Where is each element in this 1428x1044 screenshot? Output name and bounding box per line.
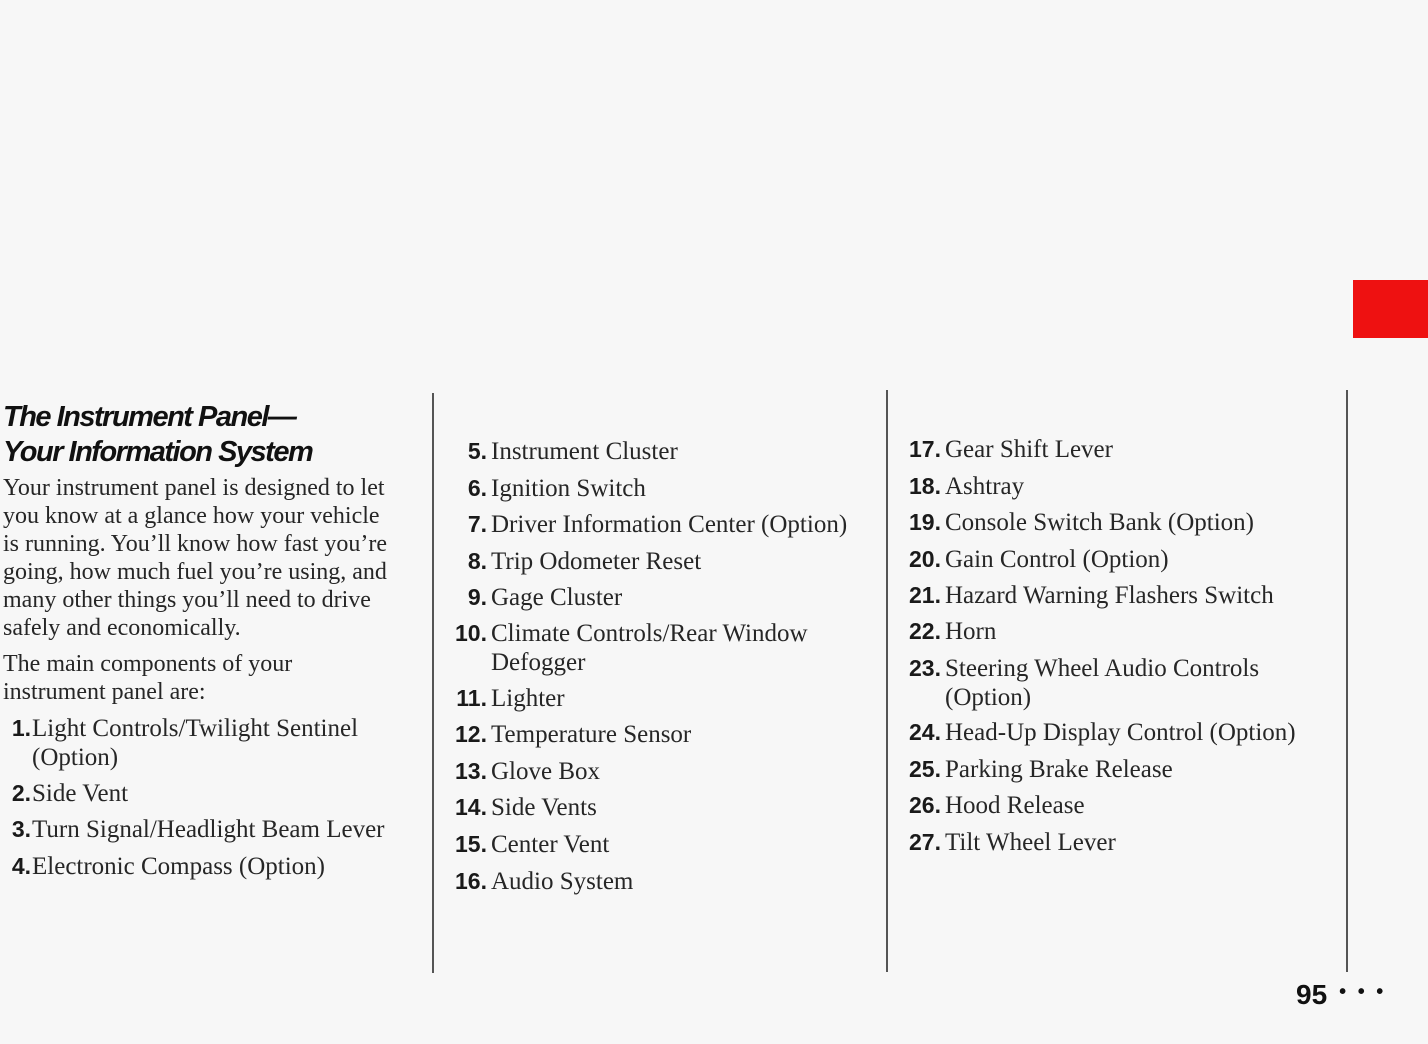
list-item-label (945, 828, 1116, 857)
list-item-number: 6. (467, 475, 487, 501)
list-item (901, 545, 1321, 574)
list-item (901, 435, 1321, 464)
lead-line: The main components of your (3, 651, 293, 677)
title-line-1: The Instrument Panel— (3, 401, 296, 433)
list-item-number: 16. (455, 868, 487, 894)
list-item-line: (Option) (945, 684, 1032, 711)
list-item-number: 5. (467, 438, 487, 464)
list-item-number: 17. (909, 436, 941, 462)
list-item-number: 20. (909, 546, 941, 572)
list-item (447, 474, 867, 503)
list-item-number: 14. (455, 794, 487, 820)
list-item-label (945, 791, 1085, 820)
list-item-line: Gain Control (Option) (945, 546, 1169, 573)
list-item-label (945, 581, 1274, 610)
list-item-line: Console Switch Bank (Option) (945, 509, 1255, 536)
list-item-number: 12. (455, 721, 487, 747)
intro-line: going, how much fuel you’re using, and (3, 559, 387, 585)
list-item-number: 24. (909, 719, 941, 745)
intro-line: safely and economically. (3, 615, 241, 641)
list-item-line: Instrument Cluster (491, 438, 678, 465)
list-item-number: 19. (909, 509, 941, 535)
list-item-number: 7. (467, 511, 487, 537)
title-line-2: Your Information System (3, 436, 313, 468)
list-item-number: 11. (456, 685, 487, 711)
section-title (3, 400, 423, 470)
list-item-label (491, 793, 597, 822)
list-item-label (945, 654, 1259, 712)
list-item-label (491, 619, 808, 677)
list-item (901, 617, 1321, 646)
list-item-line: Climate Controls/Rear Window (491, 620, 808, 647)
list-item-line: Ashtray (945, 473, 1025, 500)
page-number-value: 95 (1296, 979, 1328, 1010)
column-divider-2 (886, 390, 888, 972)
list-item-line: Horn (945, 618, 997, 645)
intro-line: Your instrument panel is designed to let (3, 475, 385, 501)
list-item (447, 547, 867, 576)
list-item (901, 828, 1321, 857)
list-item-number: 9. (467, 584, 487, 610)
list-item-number: 23. (909, 655, 941, 681)
section-tab-marker (1353, 280, 1428, 338)
list-item-label (491, 867, 633, 896)
list-item-number: 26. (909, 792, 941, 818)
list-item (901, 654, 1321, 712)
list-item-number: 18. (909, 473, 941, 499)
list-item-line: Head-Up Display Control (Option) (945, 719, 1296, 746)
list-item-number: 25. (909, 756, 941, 782)
list-item-label (945, 617, 996, 646)
list-item-line: Ignition Switch (491, 475, 646, 502)
list-item-line: Center Vent (491, 831, 610, 858)
page-number-dots: • • • (1339, 981, 1387, 1003)
list-item-label (491, 684, 565, 713)
list-item (901, 581, 1321, 610)
list-item (447, 684, 867, 713)
list-item (901, 472, 1321, 501)
list-item-label (32, 779, 128, 808)
list-item-line: Hood Release (945, 792, 1085, 819)
list-item (447, 867, 867, 896)
list-item-label (945, 718, 1296, 747)
list-item-number: 13. (455, 758, 487, 784)
list-item (447, 619, 867, 677)
list-item-label (491, 583, 622, 612)
list-item-line: Temperature Sensor (491, 721, 692, 748)
list-item-line: Side Vents (491, 794, 597, 821)
list-item-line: Light Controls/Twilight Sentinel (32, 715, 359, 742)
list-item-number: 15. (455, 831, 487, 857)
list-item-line: Gear Shift Lever (945, 436, 1113, 463)
page-number (1296, 978, 1386, 1015)
list-item (901, 508, 1321, 537)
list-item-line: Glove Box (491, 758, 601, 785)
list-item-number: 27. (909, 829, 941, 855)
column-divider-1 (432, 393, 434, 973)
list-item-line: Turn Signal/Headlight Beam Lever (32, 816, 385, 843)
column-divider-3 (1346, 390, 1348, 972)
list-item (447, 793, 867, 822)
list-item (901, 791, 1321, 820)
list-item-label (491, 830, 609, 859)
list-item-label (491, 720, 691, 749)
list-item-line: Steering Wheel Audio Controls (945, 655, 1260, 682)
list-item-line: Electronic Compass (Option) (32, 853, 325, 880)
list-item-label (32, 852, 325, 881)
list-item-line: Defogger (491, 649, 586, 676)
intro-line: you know at a glance how your vehicle (3, 503, 380, 529)
list-item-line: Driver Information Center (Option) (491, 511, 848, 538)
list-item-label (491, 510, 847, 539)
list-item (447, 510, 867, 539)
list-item-label (32, 815, 385, 844)
intro-paragraph (3, 474, 423, 642)
lead-line: instrument panel are: (3, 679, 206, 705)
list-item-number: 3. (11, 816, 31, 842)
intro-line: many other things you’ll need to drive (3, 587, 371, 613)
list-item (3, 714, 423, 772)
list-item (447, 720, 867, 749)
list-item-label (491, 474, 646, 503)
list-item-label (945, 545, 1169, 574)
list-item (3, 815, 423, 844)
list-item-label (491, 547, 701, 576)
list-item-number: 1. (11, 715, 31, 741)
list-item-line: Lighter (491, 685, 565, 712)
list-item-label (945, 508, 1254, 537)
list-item-label (945, 472, 1024, 501)
list-item-label (491, 757, 600, 786)
list-item-label (491, 437, 678, 466)
list-item-label (945, 435, 1113, 464)
list-item-number: 2. (11, 780, 31, 806)
list-item (447, 437, 867, 466)
intro-column (3, 400, 423, 706)
list-item (901, 718, 1321, 747)
list-item (901, 755, 1321, 784)
list-item-number: 21. (909, 582, 941, 608)
list-item-line: Audio System (491, 868, 634, 895)
list-item (3, 779, 423, 808)
list-item-number: 4. (11, 853, 31, 879)
list-item (447, 830, 867, 859)
list-item (447, 583, 867, 612)
list-item-line: Hazard Warning Flashers Switch (945, 582, 1274, 609)
list-item (447, 757, 867, 786)
list-item-number: 10. (455, 620, 487, 646)
intro-line: is running. You’ll know how fast you’re (3, 531, 387, 557)
list-item-line: Tilt Wheel Lever (945, 829, 1116, 856)
list-item (3, 852, 423, 881)
list-item-number: 8. (467, 548, 487, 574)
lead-paragraph (3, 650, 423, 706)
list-item-line: Parking Brake Release (945, 756, 1173, 783)
list-item-line: Side Vent (32, 780, 129, 807)
list-item-label (32, 714, 358, 772)
list-item-line: Trip Odometer Reset (491, 548, 702, 575)
list-item-label (945, 755, 1173, 784)
list-item-number: 22. (909, 618, 941, 644)
list-item-line: Gage Cluster (491, 584, 623, 611)
list-item-line: (Option) (32, 744, 119, 771)
